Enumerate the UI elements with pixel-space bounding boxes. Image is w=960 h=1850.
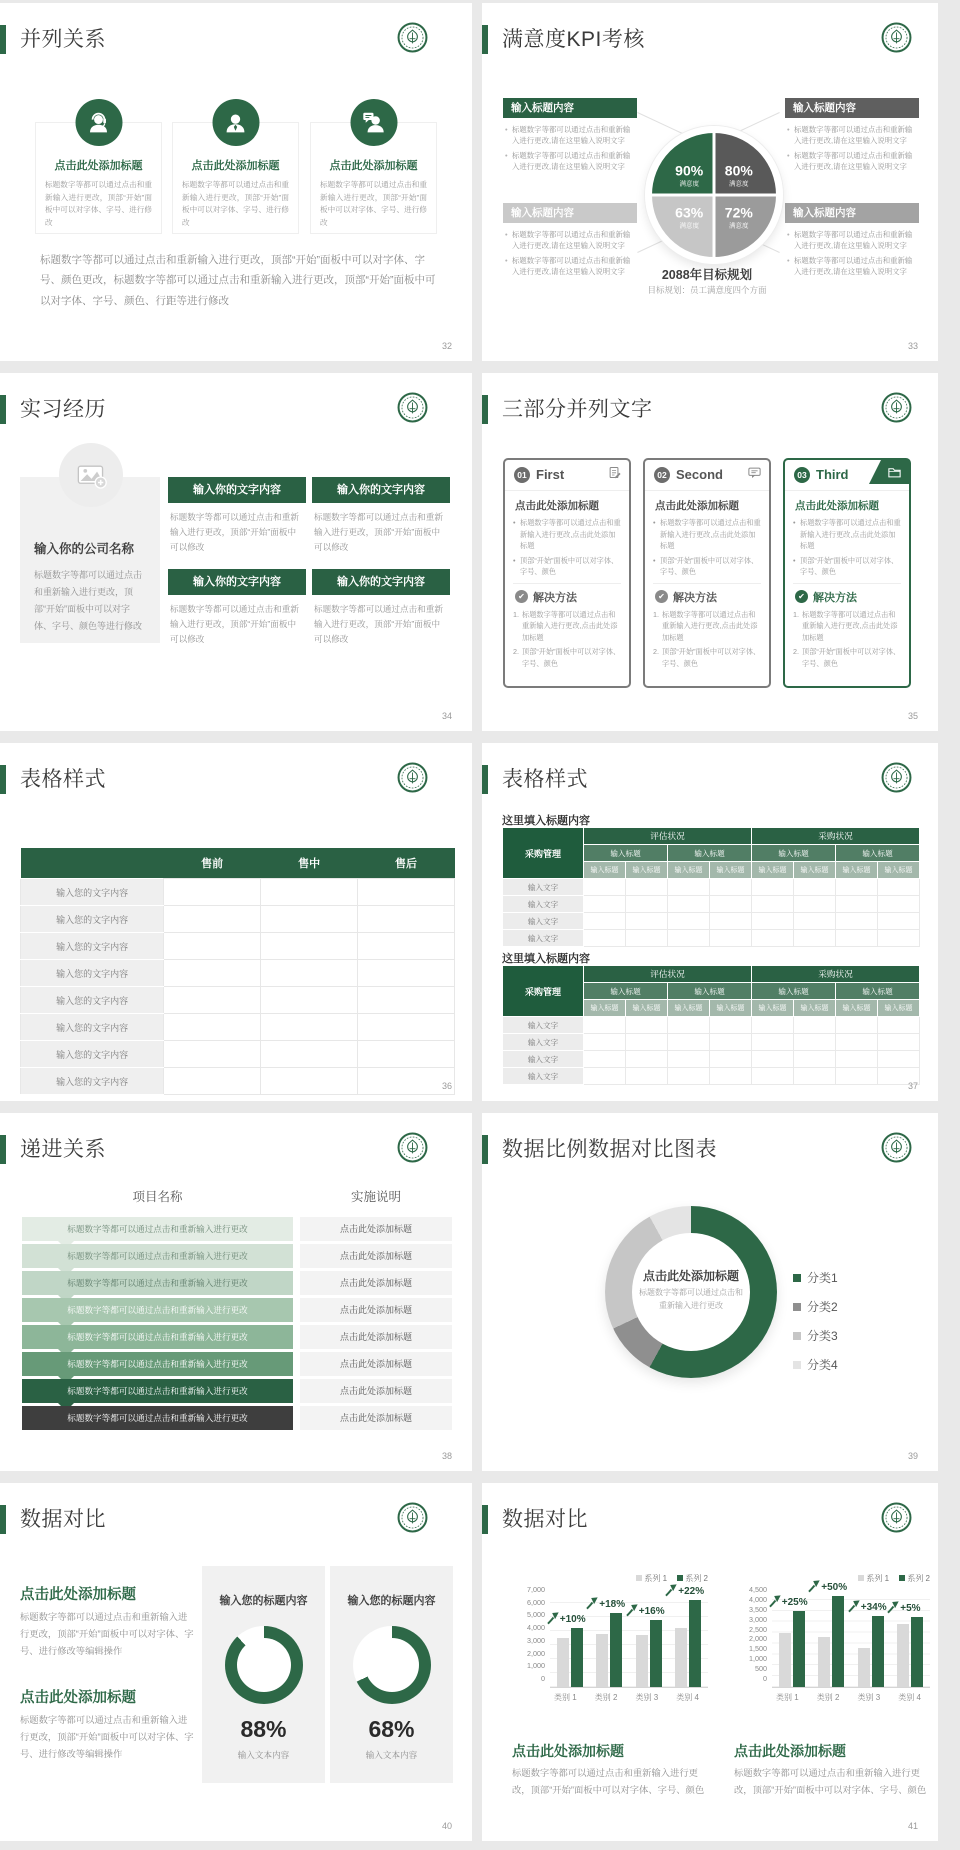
progression-bar: 标题数字等都可以通过点击和重新输入进行更改 bbox=[22, 1244, 293, 1268]
text-box bbox=[168, 477, 306, 555]
slide-title: 并列关系 bbox=[20, 28, 106, 51]
table-caption: 这里填入标题内容 bbox=[502, 815, 590, 827]
kpi-box-top-left bbox=[503, 98, 637, 176]
title-accent-bar bbox=[0, 1135, 6, 1164]
solution-step: 标题数字等都可以通过点击和重新输入进行更改,点击此处添加标题 bbox=[522, 609, 618, 642]
title-accent-bar bbox=[482, 1505, 488, 1534]
progression-bar: 标题数字等都可以通过点击和重新输入进行更改 bbox=[22, 1325, 293, 1349]
slide-thumbnail-32[interactable] bbox=[0, 3, 472, 361]
solution-step: 顶部“开始”面板中可以对字体、字号、颜色 bbox=[802, 647, 901, 668]
description-row: 点击此处添加标题 bbox=[300, 1244, 452, 1268]
procurement-table: 采购管理 评估状况 采购状况 输入标题 输入标题 输入标题 输入标题 输入标题 输入标题 输入标题 输入标题 输入标题 输入标题 输入标题 输入标题 输入文字 输入文字 输入文字 输入文字 bbox=[502, 827, 920, 947]
chart-heading: 点击此处添加标题 bbox=[512, 1743, 624, 1759]
series2-bar bbox=[911, 1617, 923, 1687]
page-number: 39 bbox=[907, 1451, 918, 1461]
kpi-bullet: • 标题数字等都可以通过点击和重新输入进行更改,请在这里输入说明文字 bbox=[787, 150, 917, 172]
divider bbox=[513, 583, 621, 584]
legend-item: 系列 1 bbox=[636, 1573, 667, 1584]
title-accent-bar bbox=[482, 1135, 488, 1164]
legend-swatch bbox=[636, 1575, 642, 1581]
series1-bar bbox=[818, 1637, 830, 1687]
group-header: 采购状况 bbox=[752, 966, 920, 983]
legend-item: 分类2 bbox=[793, 1292, 838, 1321]
kpi-box-header: 输入标题内容 bbox=[503, 203, 637, 223]
arrow-icon bbox=[546, 1612, 559, 1625]
progression-bar: 标题数字等都可以通过点击和重新输入进行更改 bbox=[22, 1298, 293, 1322]
step-name: Third bbox=[816, 467, 849, 482]
text-box bbox=[312, 569, 450, 647]
kpi-box-header: 输入标题内容 bbox=[785, 98, 919, 118]
school-emblem-logo bbox=[397, 762, 428, 793]
school-emblem-logo bbox=[397, 1502, 428, 1533]
bar-group bbox=[675, 1586, 705, 1687]
solution-step: 顶部“开始”面板中可以对字体、字号、颜色 bbox=[662, 647, 761, 668]
card-title: 点击此处添加标题 bbox=[329, 160, 418, 172]
progression-bar: 标题数字等都可以通过点击和重新输入进行更改 bbox=[22, 1217, 293, 1241]
table-caption: 这里填入标题内容 bbox=[502, 953, 590, 965]
legend-swatch bbox=[858, 1575, 864, 1581]
title-accent-bar bbox=[482, 395, 488, 424]
text-box bbox=[168, 569, 306, 647]
card-bullet: • 标题数字等都可以通过点击和重新输入进行更改,点击此处添加标题 bbox=[653, 517, 761, 552]
series2-bar bbox=[571, 1628, 583, 1687]
series2-bar bbox=[872, 1616, 884, 1687]
kpi-box-top-right bbox=[785, 98, 919, 176]
chart-heading: 点击此处添加标题 bbox=[734, 1743, 846, 1759]
page-number: 35 bbox=[907, 711, 918, 721]
grouped-bar-chart-right bbox=[734, 1571, 930, 1729]
divider bbox=[653, 583, 761, 584]
category-donut-chart bbox=[605, 1206, 777, 1378]
pie-caption-sub: 目标规划：员工满意度四个方面 bbox=[647, 285, 767, 295]
kpi-bullet: • 标题数字等都可以通过点击和重新输入进行更改,请在这里输入说明文字 bbox=[505, 124, 635, 146]
slide-title: 三部分并列文字 bbox=[502, 398, 653, 421]
bar-group bbox=[779, 1589, 808, 1687]
page-number: 32 bbox=[441, 341, 452, 351]
slide-thumbnail-36[interactable] bbox=[0, 743, 472, 1101]
series2-bar bbox=[650, 1620, 662, 1687]
card-bullet: • 顶部“开始”面板中可以对字体、字号、颜色 bbox=[793, 555, 901, 578]
plot-area bbox=[550, 1586, 708, 1688]
table-row: 输入您的文字内容 bbox=[21, 933, 455, 960]
slide-thumbnail-41[interactable] bbox=[482, 1483, 938, 1841]
pie-divider bbox=[713, 133, 716, 257]
x-axis: 类别 1 类别 2 类别 3 类别 4 bbox=[776, 1693, 921, 1702]
text-box-header: 输入你的文字内容 bbox=[168, 477, 306, 503]
gauge-chart-68 bbox=[353, 1626, 431, 1704]
description-row: 点击此处添加标题 bbox=[300, 1352, 452, 1376]
description-row: 点击此处添加标题 bbox=[300, 1217, 452, 1241]
bar-group bbox=[818, 1581, 848, 1687]
slide-thumbnail-37[interactable] bbox=[482, 743, 938, 1101]
growth-annotation: +10% bbox=[546, 1612, 586, 1625]
growth-annotation: +5% bbox=[886, 1601, 920, 1614]
kpi-quadrant-pie bbox=[645, 126, 783, 264]
divider bbox=[793, 583, 901, 584]
series1-bar bbox=[858, 1648, 870, 1687]
card-bullet: • 标题数字等都可以通过点击和重新输入进行更改,点击此处添加标题 bbox=[793, 517, 901, 552]
table-row: 输入您的文字内容 bbox=[21, 1014, 455, 1041]
text-box-body: 标题数字等都可以通过点击和重新输入进行更改，顶部“开始”面板中可以修改 bbox=[170, 604, 299, 645]
kpi-bullet: • 标题数字等都可以通过点击和重新输入进行更改,请在这里输入说明文字 bbox=[505, 150, 635, 172]
group-header: 评估状况 bbox=[584, 966, 752, 983]
pie-quadrant-value: 90% 满意度 bbox=[675, 162, 704, 188]
donut-center bbox=[632, 1233, 750, 1351]
text-box-body: 标题数字等都可以通过点击和重新输入进行更改，顶部“开始”面板中可以修改 bbox=[170, 512, 299, 553]
slide-thumbnail-33[interactable] bbox=[482, 3, 938, 361]
title-accent-bar bbox=[0, 25, 6, 54]
pie-quadrant-value: 63% 满意度 bbox=[675, 204, 704, 230]
slide-title: 实习经历 bbox=[20, 398, 106, 421]
corner-header: 采购管理 bbox=[503, 966, 584, 1017]
title-accent-bar bbox=[482, 25, 488, 54]
gauge-hole bbox=[365, 1638, 419, 1692]
legend-item: 系列 1 bbox=[858, 1573, 889, 1584]
card-heading: 点击此处添加标题 bbox=[515, 500, 599, 512]
solution-title: 解决方法 bbox=[813, 591, 857, 604]
blank-header-cell bbox=[21, 848, 164, 879]
panel-title: 输入您的标题内容 bbox=[347, 1595, 436, 1607]
table-row: 输入您的文字内容 bbox=[21, 1041, 455, 1068]
legend-swatch bbox=[793, 1274, 801, 1282]
legend-swatch bbox=[677, 1575, 683, 1581]
progression-bar: 标题数字等都可以通过点击和重新输入进行更改 bbox=[22, 1352, 293, 1376]
card-bullet: • 标题数字等都可以通过点击和重新输入进行更改,点击此处添加标题 bbox=[513, 517, 621, 552]
slide-title: 表格样式 bbox=[20, 768, 106, 791]
bar-group bbox=[596, 1589, 626, 1687]
legend-item: 分类3 bbox=[793, 1321, 838, 1350]
gauge-hole bbox=[237, 1638, 291, 1692]
consultation-icon bbox=[350, 99, 397, 146]
note-icon bbox=[589, 460, 629, 484]
kpi-bullet: • 标题数字等都可以通过点击和重新输入进行更改,请在这里输入说明文字 bbox=[505, 255, 635, 277]
legend-swatch bbox=[793, 1303, 801, 1311]
legend-item: 系列 2 bbox=[899, 1573, 930, 1584]
gauge-caption: 输入文本内容 bbox=[237, 1750, 290, 1760]
step-card-second bbox=[643, 458, 771, 688]
card-body: 标题数字等都可以通过点击和重新输入进行更改，顶部“开始”面板中可以对字体、字号、进行修改 bbox=[320, 180, 427, 227]
slide-thumbnail-40[interactable] bbox=[0, 1483, 472, 1841]
parallel-card bbox=[35, 122, 162, 234]
card-heading: 点击此处添加标题 bbox=[655, 500, 739, 512]
series1-bar bbox=[779, 1633, 791, 1687]
progression-bar: 标题数字等都可以通过点击和重新输入进行更改 bbox=[22, 1406, 293, 1430]
grouped-bar-chart-left bbox=[512, 1571, 708, 1729]
series2-bar bbox=[832, 1596, 844, 1687]
text-box-header: 输入你的文字内容 bbox=[312, 569, 450, 595]
description-row: 点击此处添加标题 bbox=[300, 1271, 452, 1295]
arrow-icon bbox=[886, 1601, 899, 1614]
slide-title: 表格样式 bbox=[502, 768, 588, 791]
series1-bar bbox=[675, 1628, 687, 1687]
card-heading: 点击此处添加标题 bbox=[795, 500, 879, 512]
block-body: 标题数字等都可以通过点击和重新输入进行更改，顶部“开始”面板中可以对字体、字号、进行修改等编辑操作 bbox=[20, 1612, 194, 1657]
growth-annotation: +50% bbox=[807, 1580, 847, 1593]
school-emblem-logo bbox=[881, 22, 912, 53]
y-axis: 4,500 4,000 3,500 3,000 2,500 2,000 1,500 1,000 500 0 bbox=[749, 1585, 767, 1683]
series1-bar bbox=[636, 1635, 648, 1687]
legend-item: 系列 2 bbox=[677, 1573, 708, 1584]
text-box-body: 标题数字等都可以通过点击和重新输入进行更改，顶部“开始”面板中可以修改 bbox=[314, 604, 443, 645]
slide-title: 满意度KPI考核 bbox=[502, 28, 645, 51]
title-accent-bar bbox=[0, 765, 6, 794]
sales-stage-table bbox=[20, 848, 455, 1095]
column-header: 售前 bbox=[164, 848, 261, 879]
slide-thumbnail-34[interactable] bbox=[0, 373, 472, 731]
growth-annotation: +22% bbox=[664, 1584, 704, 1597]
slide-title: 数据对比 bbox=[20, 1508, 106, 1531]
check-icon: ✔ bbox=[515, 590, 528, 603]
school-emblem-logo bbox=[397, 392, 428, 423]
title-accent-bar bbox=[0, 395, 6, 424]
solution-title: 解决方法 bbox=[673, 591, 717, 604]
table-row: 输入您的文字内容 bbox=[21, 879, 455, 906]
card-bullet: • 顶部“开始”面板中可以对字体、字号、颜色 bbox=[653, 555, 761, 578]
block-body: 标题数字等都可以通过点击和重新输入进行更改，顶部“开始”面板中可以对字体、字号、进行修改等编辑操作 bbox=[20, 1715, 194, 1760]
card-title: 点击此处添加标题 bbox=[191, 160, 280, 172]
series2-bar bbox=[689, 1600, 701, 1687]
page-number: 33 bbox=[907, 341, 918, 351]
bar-group bbox=[897, 1589, 923, 1687]
gauge-chart-88 bbox=[225, 1626, 303, 1704]
legend-swatch bbox=[899, 1575, 905, 1581]
arrow-icon bbox=[768, 1595, 781, 1608]
gauge-panel bbox=[330, 1566, 453, 1783]
arrow-icon bbox=[585, 1597, 598, 1610]
solution-step: 顶部“开始”面板中可以对字体、字号、颜色 bbox=[522, 647, 621, 668]
school-emblem-logo bbox=[397, 1132, 428, 1163]
footer-paragraph: 标题数字等都可以通过点击和重新输入进行更改，顶部“开始”面板中可以对字体、字号、颜色更改，标题数字等都可以通过点击和重新输入进行更改，顶部“开始”面板中可以对字体、字号、颜色、行距等进行修改 bbox=[40, 254, 436, 307]
series1-bar bbox=[897, 1624, 909, 1687]
text-box-body: 标题数字等都可以通过点击和重新输入进行更改，顶部“开始”面板中可以修改 bbox=[314, 512, 443, 553]
description-row: 点击此处添加标题 bbox=[300, 1298, 452, 1322]
image-placeholder-icon bbox=[59, 443, 123, 507]
slide-thumbnail-39[interactable] bbox=[482, 1113, 938, 1471]
title-accent-bar bbox=[0, 1505, 6, 1534]
step-name: Second bbox=[676, 467, 723, 482]
panel-title: 输入您的标题内容 bbox=[219, 1595, 308, 1607]
parallel-card bbox=[310, 122, 437, 234]
table-row: 输入您的文字内容 bbox=[21, 1068, 455, 1095]
chart-legend bbox=[793, 1263, 838, 1379]
school-emblem-logo bbox=[881, 762, 912, 793]
series2-bar bbox=[793, 1611, 805, 1687]
gauge-panel bbox=[202, 1566, 325, 1783]
step-number-badge: 01 bbox=[514, 467, 530, 483]
description-row: 点击此处添加标题 bbox=[300, 1379, 452, 1403]
bar-group bbox=[557, 1589, 586, 1687]
page-number: 34 bbox=[441, 711, 452, 721]
chart-body: 标题数字等都可以通过点击和重新输入进行更改，顶部“开始”面板中可以对字体、字号、颜色 bbox=[512, 1768, 705, 1795]
connector-line bbox=[637, 112, 685, 135]
description-row: 点击此处添加标题 bbox=[300, 1406, 452, 1430]
group-header: 评估状况 bbox=[584, 828, 752, 845]
speech-bubble-icon bbox=[729, 460, 769, 484]
person-icon bbox=[212, 99, 259, 146]
page-number: 36 bbox=[441, 1081, 452, 1091]
growth-annotation: +25% bbox=[768, 1595, 808, 1608]
step-card-first bbox=[503, 458, 631, 688]
check-icon: ✔ bbox=[655, 590, 668, 603]
card-title: 点击此处添加标题 bbox=[54, 160, 143, 172]
solution-title: 解决方法 bbox=[533, 591, 577, 604]
company-description: 标题数字等都可以通过点击和重新输入进行更改，顶部“开始”面板中可以对字体、字号、颜色等进行修改 bbox=[34, 570, 143, 632]
growth-annotation: +18% bbox=[585, 1597, 625, 1610]
company-name: 输入你的公司名称 bbox=[34, 542, 135, 556]
slide-title: 递进关系 bbox=[20, 1138, 106, 1161]
kpi-bullet: • 标题数字等都可以通过点击和重新输入进行更改,请在这里输入说明文字 bbox=[787, 124, 917, 146]
text-box-header: 输入你的文字内容 bbox=[312, 477, 450, 503]
procurement-table: 采购管理 评估状况 采购状况 输入标题 输入标题 输入标题 输入标题 输入标题 输入标题 输入标题 输入标题 输入标题 输入标题 输入标题 输入标题 输入文字 输入文字 输入文字 输入文字 bbox=[502, 965, 920, 1085]
solution-step: 标题数字等都可以通过点击和重新输入进行更改,点击此处添加标题 bbox=[802, 609, 898, 642]
slide-thumbnail-35[interactable] bbox=[482, 373, 938, 731]
plot-area bbox=[772, 1581, 930, 1688]
table-row: 输入您的文字内容 bbox=[21, 906, 455, 933]
column-header: 项目名称 bbox=[132, 1190, 183, 1204]
arrow-icon bbox=[664, 1584, 677, 1597]
growth-annotation: +16% bbox=[625, 1604, 665, 1617]
gauge-caption: 输入文本内容 bbox=[365, 1750, 418, 1760]
arrow-icon bbox=[625, 1604, 638, 1617]
chart-legend bbox=[512, 1571, 708, 1585]
gauge-percent: 88% bbox=[240, 1716, 287, 1742]
legend-swatch bbox=[793, 1361, 801, 1369]
card-body: 标题数字等都可以通过点击和重新输入进行更改，顶部“开始”面板中可以对字体、字号、进行修改 bbox=[182, 180, 289, 227]
step-number-badge: 03 bbox=[794, 467, 810, 483]
progression-bar: 标题数字等都可以通过点击和重新输入进行更改 bbox=[22, 1271, 293, 1295]
series1-bar bbox=[557, 1638, 569, 1687]
check-icon: ✔ bbox=[795, 590, 808, 603]
block-heading: 点击此处添加标题 bbox=[20, 1587, 136, 1603]
card-bullet: • 顶部“开始”面板中可以对字体、字号、颜色 bbox=[513, 555, 621, 578]
step-name: First bbox=[536, 467, 565, 482]
step-number-badge: 02 bbox=[654, 467, 670, 483]
x-axis: 类别 1 类别 2 类别 3 类别 4 bbox=[554, 1693, 699, 1702]
parallel-card bbox=[172, 122, 299, 234]
legend-item: 分类1 bbox=[793, 1263, 838, 1292]
text-box-header: 输入你的文字内容 bbox=[168, 569, 306, 595]
pie-quadrant-value: 72% 满意度 bbox=[724, 204, 753, 230]
card-body: 标题数字等都可以通过点击和重新输入进行更改，顶部“开始”面板中可以对字体、字号、进行修改 bbox=[45, 180, 152, 227]
series2-bar bbox=[610, 1613, 622, 1687]
support-agent-icon bbox=[75, 99, 122, 146]
column-header: 实施说明 bbox=[350, 1190, 401, 1204]
pie-quadrant-value: 80% 满意度 bbox=[724, 162, 753, 188]
series1-bar bbox=[596, 1634, 608, 1687]
gauge-percent: 68% bbox=[368, 1716, 415, 1742]
legend-item: 分类4 bbox=[793, 1350, 838, 1379]
table-row: 输入您的文字内容 bbox=[21, 987, 455, 1014]
slide-thumbnail-38[interactable] bbox=[0, 1113, 472, 1471]
block-heading: 点击此处添加标题 bbox=[20, 1690, 136, 1706]
legend-swatch bbox=[793, 1332, 801, 1340]
donut-center-title: 点击此处添加标题 bbox=[642, 1269, 739, 1283]
kpi-bullet: • 标题数字等都可以通过点击和重新输入进行更改,请在这里输入说明文字 bbox=[787, 255, 917, 277]
pie-caption-title: 2088年目标规划 bbox=[661, 268, 753, 282]
arrow-icon bbox=[807, 1580, 820, 1593]
school-emblem-logo bbox=[881, 1132, 912, 1163]
kpi-bullet: • 标题数字等都可以通过点击和重新输入进行更改,请在这里输入说明文字 bbox=[505, 229, 635, 251]
arrow-icon bbox=[847, 1600, 860, 1613]
corner-header: 采购管理 bbox=[503, 828, 584, 879]
school-emblem-logo bbox=[397, 22, 428, 53]
page-number: 38 bbox=[441, 1451, 452, 1461]
column-header: 售中 bbox=[261, 848, 358, 879]
page-number: 41 bbox=[907, 1821, 918, 1831]
bar-group bbox=[636, 1589, 665, 1687]
progression-bar: 标题数字等都可以通过点击和重新输入进行更改 bbox=[22, 1379, 293, 1403]
table-header-row bbox=[21, 848, 455, 879]
kpi-box-header: 输入标题内容 bbox=[785, 203, 919, 223]
table-row: 输入您的文字内容 bbox=[21, 960, 455, 987]
description-row: 点击此处添加标题 bbox=[300, 1325, 452, 1349]
growth-annotation: +34% bbox=[847, 1600, 887, 1613]
slide-title: 数据对比 bbox=[502, 1508, 588, 1531]
page-number: 37 bbox=[907, 1081, 918, 1091]
title-accent-bar bbox=[482, 765, 488, 794]
kpi-bullet: • 标题数字等都可以通过点击和重新输入进行更改,请在这里输入说明文字 bbox=[787, 229, 917, 251]
school-emblem-logo bbox=[881, 392, 912, 423]
page-number: 40 bbox=[441, 1821, 452, 1831]
kpi-box-header: 输入标题内容 bbox=[503, 98, 637, 118]
group-header: 采购状况 bbox=[752, 828, 920, 845]
donut-center-text: 标题数字等都可以通过点击和 重新输入进行更改 bbox=[639, 1288, 743, 1310]
bar-group bbox=[858, 1589, 887, 1687]
chart-body: 标题数字等都可以通过点击和重新输入进行更改，顶部“开始”面板中可以对字体、字号、颜色 bbox=[734, 1768, 927, 1795]
column-header: 售后 bbox=[358, 848, 455, 879]
solution-step: 标题数字等都可以通过点击和重新输入进行更改,点击此处添加标题 bbox=[662, 609, 758, 642]
folder-icon bbox=[869, 460, 909, 484]
step-card-third bbox=[783, 458, 911, 688]
slide-title: 数据比例数据对比图表 bbox=[502, 1138, 717, 1161]
school-emblem-logo bbox=[881, 1502, 912, 1533]
y-axis: 7,000 6,000 5,000 4,000 3,000 2,000 1,000 0 bbox=[527, 1585, 545, 1683]
text-box bbox=[312, 477, 450, 555]
